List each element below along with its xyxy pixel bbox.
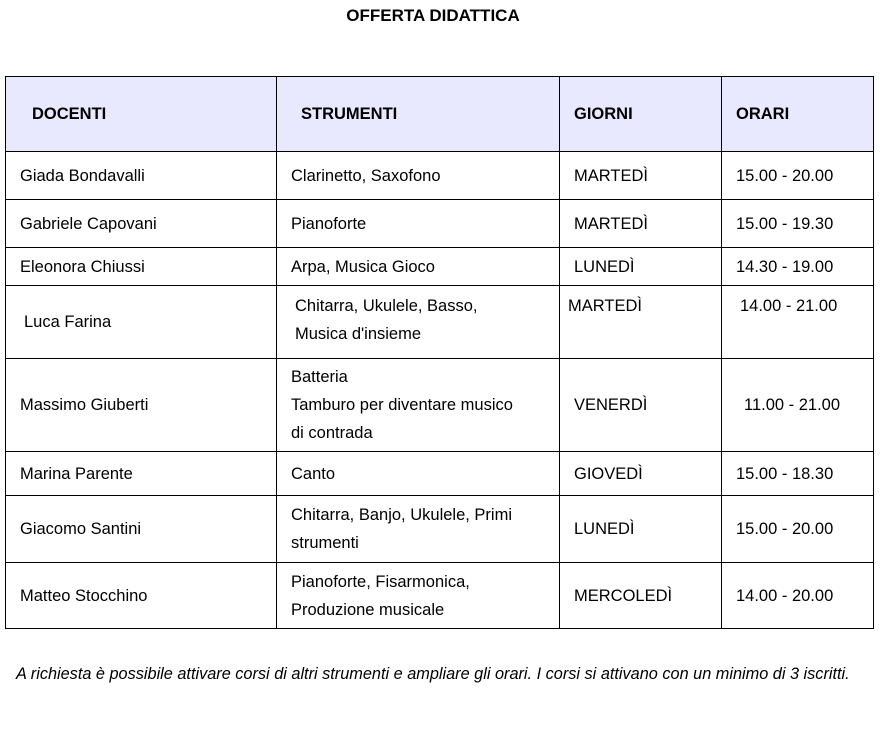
cell-docente: Marina Parente [6, 452, 277, 496]
header-giorni: GIORNI [560, 77, 722, 152]
footnote-text: A richiesta è possibile attivare corsi di altri strumenti e ampliare gli orari. I corsi si attivano con un minimo di 3 iscritti. [16, 665, 850, 683]
cell-giorni: LUNEDÌ [560, 496, 722, 563]
cell-orari: 14.30 - 19.00 [722, 248, 874, 286]
cell-docente: Massimo Giuberti [6, 359, 277, 452]
cell-orari: 11.00 - 21.00 [722, 359, 874, 452]
offer-table [5, 76, 874, 629]
cell-docente: Giacomo Santini [6, 496, 277, 563]
cell-docente: Giada Bondavalli [6, 152, 277, 200]
cell-strumenti [277, 286, 560, 359]
cell-docente: Eleonora Chiussi [6, 248, 277, 286]
table-row [6, 359, 874, 452]
cell-giorni: VENERDÌ [560, 359, 722, 452]
cell-orari: 15.00 - 20.00 [722, 152, 874, 200]
cell-giorni: MARTEDÌ [560, 152, 722, 200]
strumenti-line: Tamburo per diventare musico [291, 396, 513, 414]
table-row [6, 152, 874, 200]
header-orari: ORARI [722, 77, 874, 152]
table-row [6, 200, 874, 248]
cell-docente: Gabriele Capovani [6, 200, 277, 248]
strumenti-line: Clarinetto, Saxofono [291, 166, 441, 185]
strumenti-line: Musica d'insieme [295, 325, 422, 343]
strumenti-line: Arpa, Musica Gioco [291, 257, 435, 276]
cell-strumenti [277, 359, 560, 452]
header-docenti: DOCENTI [6, 77, 277, 152]
cell-giorni: MERCOLEDÌ [560, 563, 722, 629]
cell-giorni: MARTEDÌ [560, 200, 722, 248]
table-row [6, 452, 874, 496]
strumenti-line: Canto [291, 464, 336, 483]
table-row [6, 496, 874, 563]
cell-strumenti [277, 152, 560, 200]
cell-strumenti [277, 496, 560, 563]
strumenti-line: Produzione musicale [291, 600, 445, 619]
strumenti-line: strumenti [291, 534, 359, 552]
cell-strumenti [277, 452, 560, 496]
strumenti-line: Batteria [291, 368, 348, 386]
cell-orari: 15.00 - 19.30 [722, 200, 874, 248]
table-row [6, 286, 874, 359]
strumenti-line: Chitarra, Ukulele, Basso, [295, 297, 478, 315]
strumenti-line: Pianoforte, Fisarmonica, [291, 572, 470, 591]
cell-orari: 15.00 - 20.00 [722, 496, 874, 563]
table-header-row [6, 77, 874, 152]
cell-orari: 15.00 - 18.30 [722, 452, 874, 496]
strumenti-line: Pianoforte [291, 214, 367, 233]
cell-strumenti [277, 200, 560, 248]
cell-orari: 14.00 - 21.00 [722, 286, 874, 359]
cell-giorni: GIOVEDÌ [560, 452, 722, 496]
cell-strumenti [277, 248, 560, 286]
cell-strumenti [277, 563, 560, 629]
table-row [6, 563, 874, 629]
header-strumenti: STRUMENTI [277, 77, 560, 152]
cell-giorni: LUNEDÌ [560, 248, 722, 286]
cell-orari: 14.00 - 20.00 [722, 563, 874, 629]
strumenti-line: di contrada [291, 424, 373, 442]
cell-docente: Matteo Stocchino [6, 563, 277, 629]
cell-giorni: MARTEDÌ [560, 286, 722, 359]
page-title: OFFERTA DIDATTICA [346, 6, 520, 25]
strumenti-line: Chitarra, Banjo, Ukulele, Primi [291, 506, 512, 524]
table-row [6, 248, 874, 286]
cell-docente: Luca Farina [6, 286, 277, 359]
